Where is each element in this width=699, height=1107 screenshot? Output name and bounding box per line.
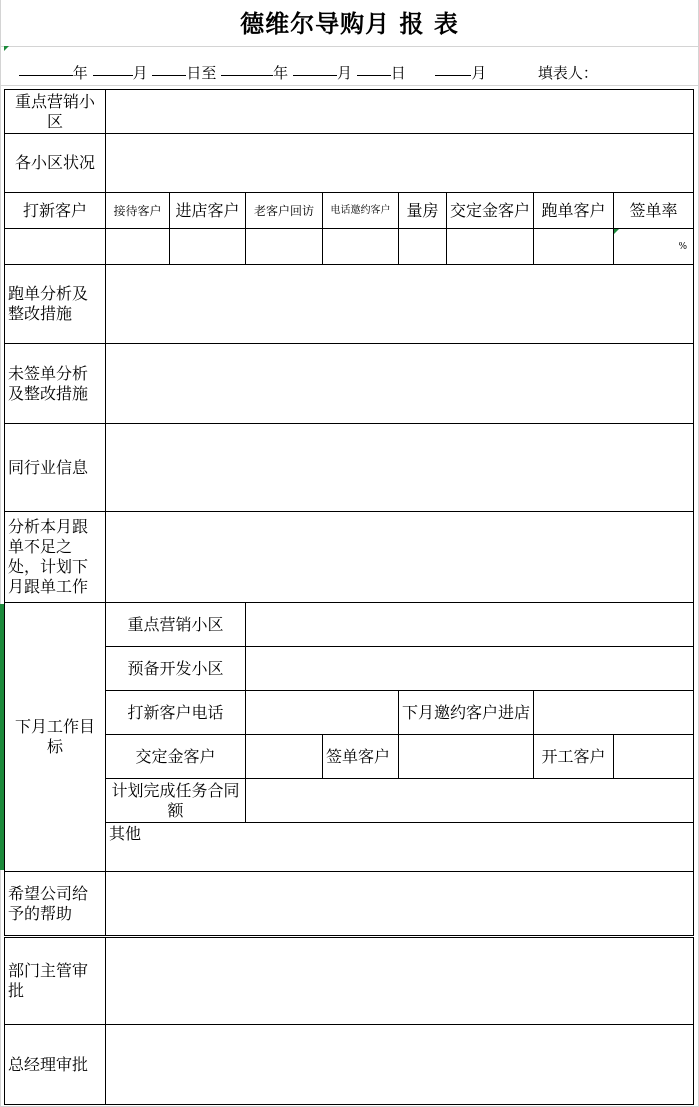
reception-value[interactable] [105, 228, 170, 265]
end-year-blank[interactable] [221, 58, 273, 76]
goal-reserve-community-label: 预备开发小区 [105, 646, 246, 691]
goal-deposit-label: 交定金客户 [105, 734, 246, 779]
lost-analysis-label: 跑单分析及整改措施 [4, 264, 106, 344]
dept-approval-input[interactable] [105, 937, 694, 1025]
goal-phone-label: 打新客户电话 [105, 690, 246, 735]
key-community-input[interactable] [105, 89, 694, 134]
community-status-label: 各小区状况 [4, 133, 106, 193]
measure-value[interactable] [398, 228, 447, 265]
month2-label: 月 [336, 64, 352, 82]
goal-invite-visit-input[interactable] [533, 690, 694, 735]
day-to-label: 日至 [186, 64, 217, 82]
filler-label: 填表人： [537, 64, 598, 82]
help-label: 希望公司给予的帮助 [4, 871, 106, 936]
cell-comment-marker [4, 46, 9, 51]
goal-contract-input[interactable] [245, 778, 694, 823]
deposit-header: 交定金客户 [446, 192, 534, 229]
followup-plan-input[interactable] [105, 511, 694, 603]
dept-approval-label: 部门主管审批 [4, 937, 106, 1025]
goal-other-label: 其他 [109, 824, 142, 843]
start-day-blank[interactable] [152, 58, 186, 76]
lost-analysis-input[interactable] [105, 264, 694, 344]
end-month-blank[interactable] [293, 58, 337, 76]
year-label: 年 [72, 64, 88, 82]
unsigned-analysis-input[interactable] [105, 343, 694, 424]
gm-approval-label: 总经理审批 [4, 1024, 106, 1105]
goal-other-field[interactable] [105, 822, 694, 872]
date-range-line [0, 58, 699, 84]
goal-invite-visit-label: 下月邀约客户进店 [398, 690, 534, 735]
cell-comment-marker [614, 229, 619, 234]
sign-rate-header: 签单率 [613, 192, 694, 229]
sign-rate-value[interactable] [613, 228, 694, 265]
followup-plan-label: 分析本月跟单不足之处，计划下月跟单工作 [4, 511, 106, 603]
goal-deposit-input[interactable] [245, 734, 323, 779]
industry-info-label: 同行业信息 [4, 423, 106, 512]
month-label: 月 [132, 64, 148, 82]
next-month-goal-label: 下月工作目标 [4, 602, 106, 872]
percent-sign: % [678, 242, 687, 252]
report-month-blank[interactable] [435, 58, 471, 76]
year2-label: 年 [273, 64, 289, 82]
industry-info-input[interactable] [105, 423, 694, 512]
goal-signed-input[interactable] [398, 734, 534, 779]
help-input[interactable] [105, 871, 694, 936]
end-day-blank[interactable] [357, 58, 391, 76]
key-community-label: 重点营销小区 [4, 89, 106, 134]
month3-label: 月 [471, 64, 487, 82]
phone-invite-header: 电话邀约客户 [322, 192, 399, 229]
goal-phone-input[interactable] [245, 690, 399, 735]
start-year-blank[interactable] [19, 58, 73, 76]
new-customers-value[interactable] [4, 228, 106, 265]
phone-invite-value[interactable] [322, 228, 399, 265]
deposit-value[interactable] [446, 228, 534, 265]
unsigned-analysis-label: 未签单分析及整改措施 [4, 343, 106, 424]
lost-value[interactable] [533, 228, 614, 265]
sheet-gridline [0, 46, 699, 47]
new-customers-header: 打新客户 [4, 192, 106, 229]
gm-approval-input[interactable] [105, 1024, 694, 1105]
goal-reserve-community-input[interactable] [245, 646, 694, 691]
goal-signed-label: 签单客户 [322, 734, 399, 779]
goal-key-community-input[interactable] [245, 602, 694, 647]
report-title: 德维尔导购月 报 表 [240, 9, 459, 38]
measure-header: 量房 [398, 192, 447, 229]
goal-contract-label: 计划完成任务合同额 [105, 778, 246, 823]
store-visit-header: 进店客户 [169, 192, 246, 229]
community-status-input[interactable] [105, 133, 694, 193]
day2-label: 日 [390, 64, 406, 82]
goal-key-community-label: 重点营销小区 [105, 602, 246, 647]
sheet-gridline [0, 0, 1, 1107]
store-visit-value[interactable] [169, 228, 246, 265]
goal-started-input[interactable] [613, 734, 694, 779]
revisit-header: 老客户回访 [245, 192, 323, 229]
goal-started-label: 开工客户 [533, 734, 614, 779]
reception-header: 接待客户 [105, 192, 170, 229]
start-month-blank[interactable] [93, 58, 133, 76]
lost-header: 跑单客户 [533, 192, 614, 229]
revisit-value[interactable] [245, 228, 323, 265]
